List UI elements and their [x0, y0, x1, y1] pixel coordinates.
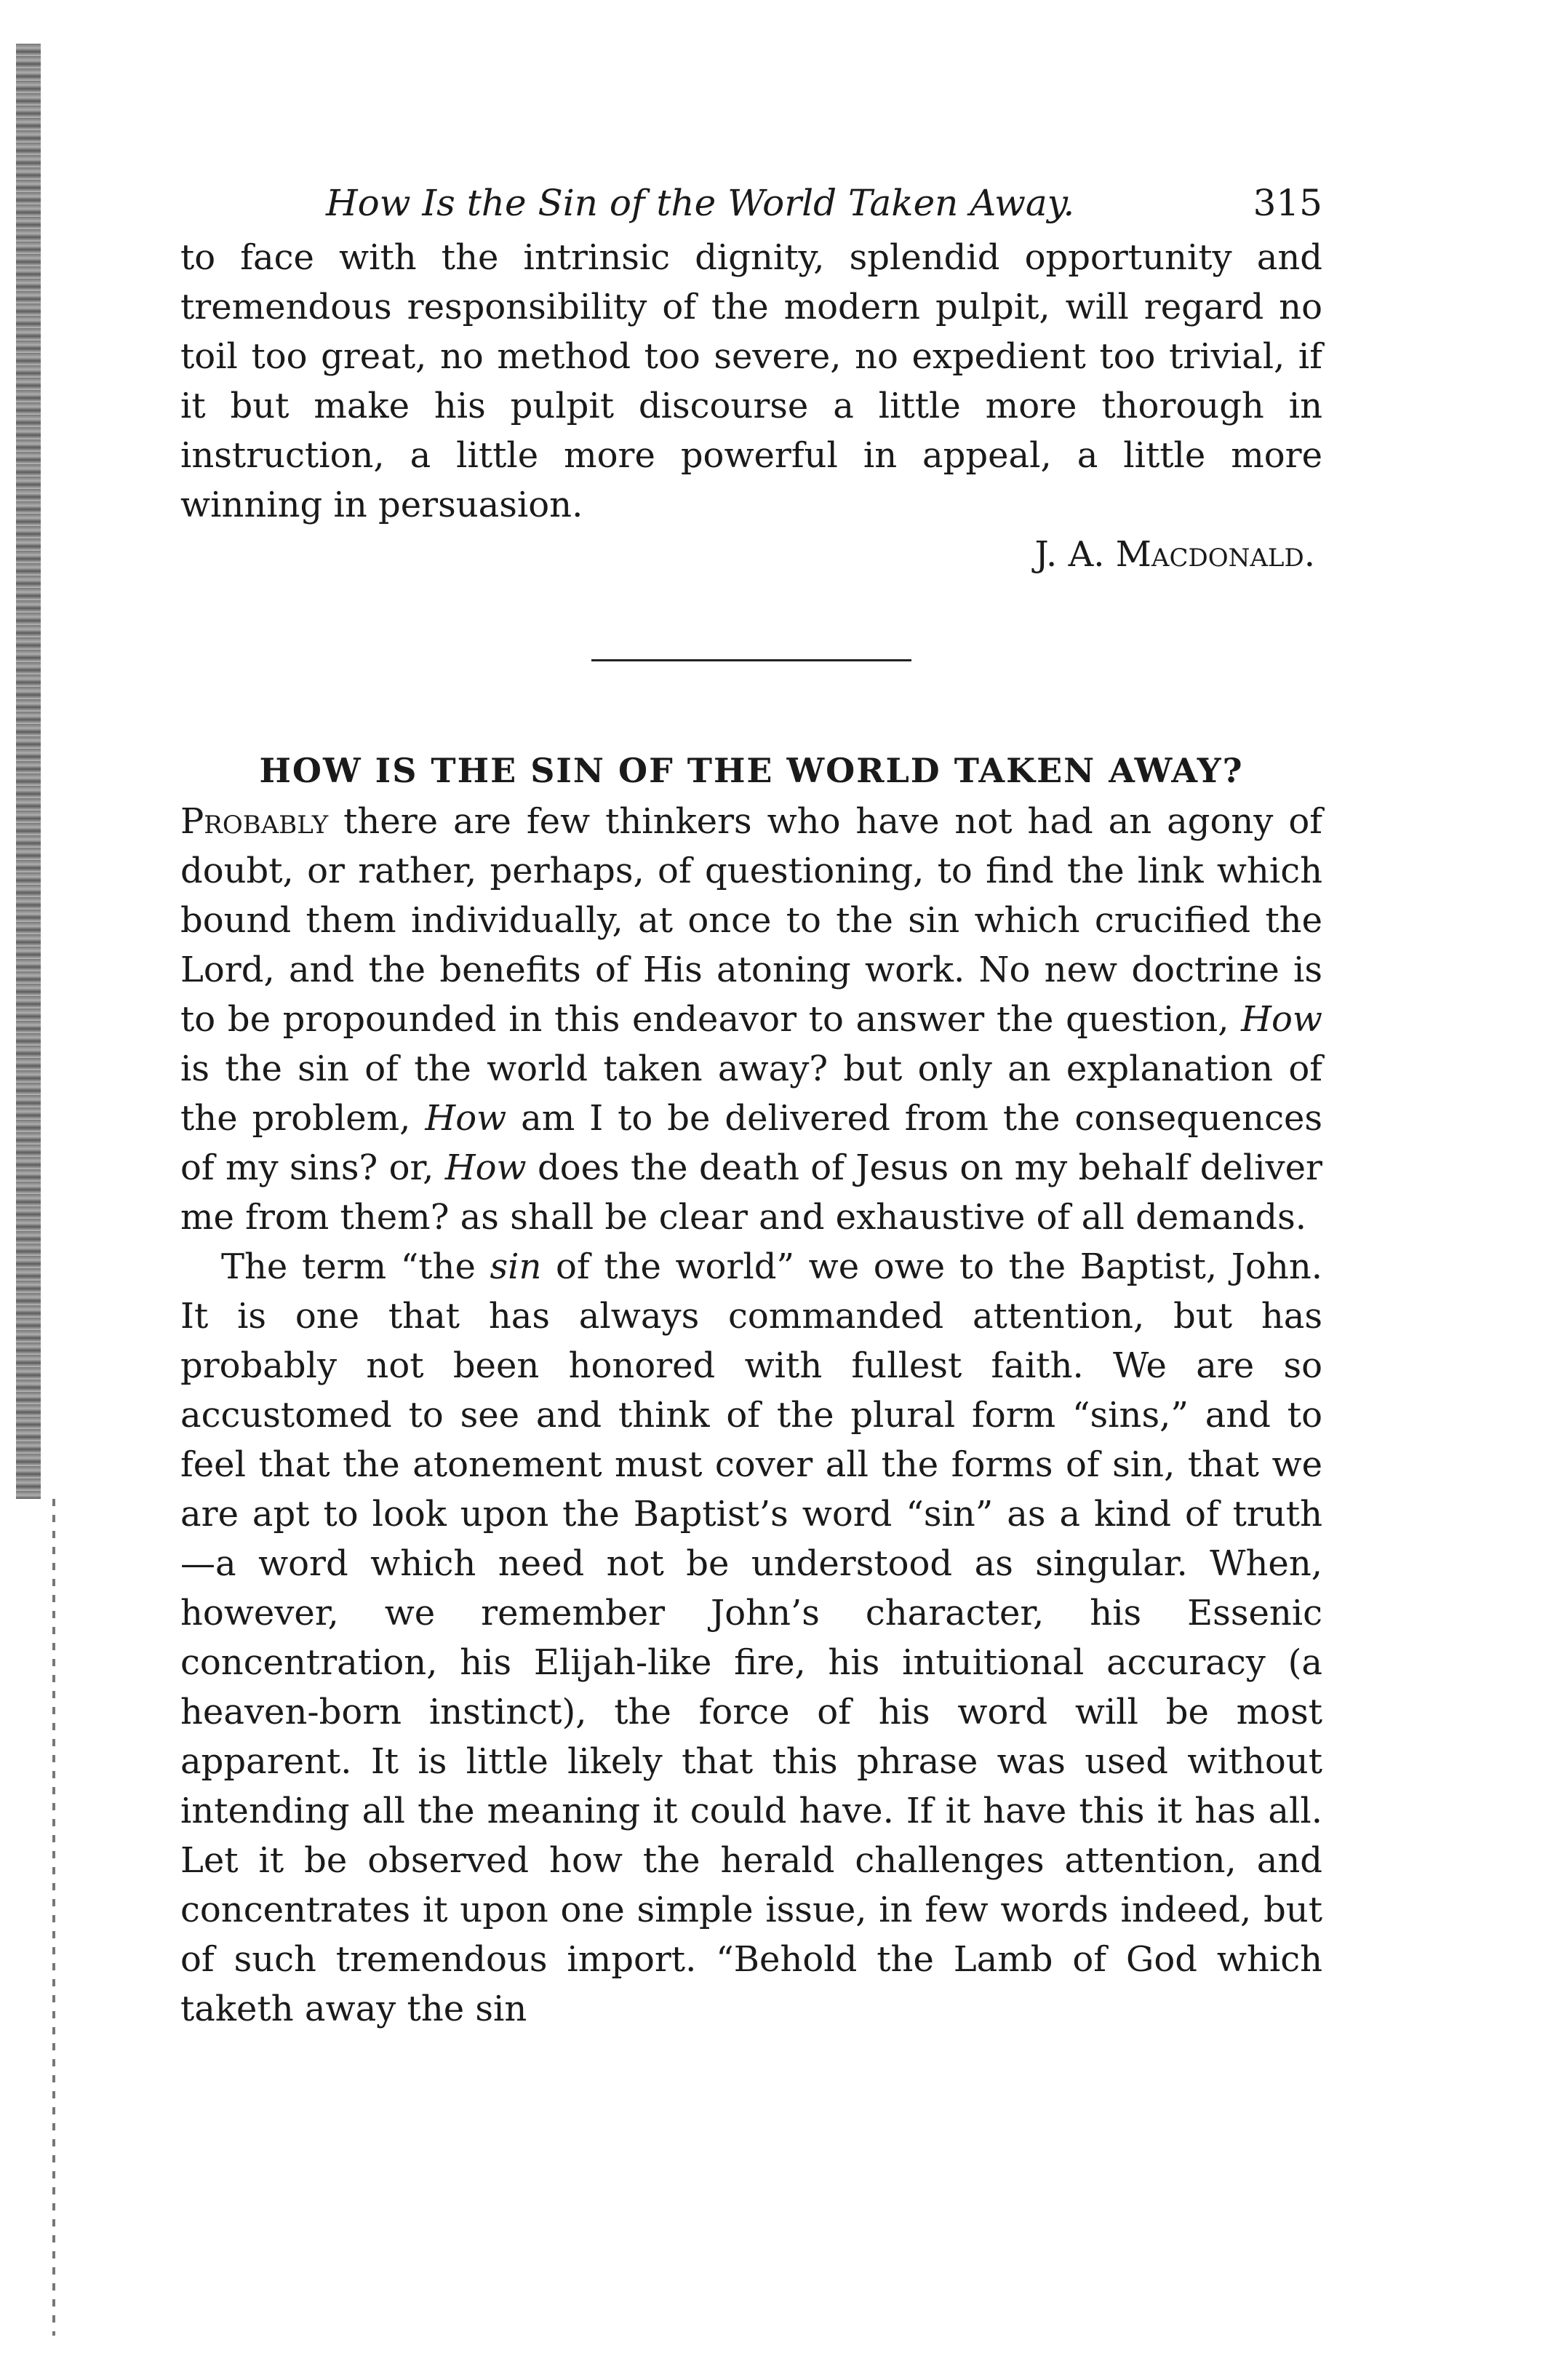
section-divider — [591, 659, 911, 661]
emphasis-sin: sin — [490, 1246, 542, 1287]
previous-article-ending: to face with the intrinsic dignity, splendid opportunity and tremendous responsibility of the modern pulpit, will regard no toil too great, no method too severe, no expedient too trivial, if it but make his pulpit discourse a little more thorough in instruction, a little more powerful in appeal, a little more winning in persuasion. — [180, 237, 1322, 525]
paragraph-1-text-c: am I to be delivered from the consequences of my sins? or, — [180, 1098, 1323, 1188]
binding-stitch — [52, 1499, 55, 2336]
emphasis-how-2: How — [425, 1098, 507, 1139]
page-number: 315 — [1253, 182, 1322, 224]
paragraph-2-text-b: of the world” we owe to the Baptist, John. It is one that has always commanded attention, but has probably not been honored with fullest faith. We are so accustomed to see and think of the plural form “sins,” and to feel that the atonement must cover all the forms of sin, that we are apt to look upon the Baptist’s word “sin” as a kind of truth—a word which need not be understood as singular. When, however, we remember John’s character, his Essenic concentration, his Elijah-like fire, his intuitional accuracy (a heaven-born instinct), the force of his word will be most apparent. It is little likely that this phrase was used without intending all the meaning it could have. If it have this it has all. Let it be observed how the herald challenges attention, and concentrates it upon one simple issue, in few words indeed, but of such tremendous import. “Behold the Lamb of God which taketh away the sin — [180, 1246, 1322, 2029]
emphasis-how-3: How — [444, 1147, 527, 1188]
paragraph-1-text-d: does the death of Jesus on my behalf deliver me from them? as shall be clear and exhaustive of all demands. — [180, 1147, 1322, 1238]
author-signature: J. A. Macdonald. — [1034, 534, 1315, 575]
paragraph-1-text-b: is the sin of the world taken away? but only an explanation of the problem, — [180, 1048, 1322, 1139]
running-head-title: How Is the Sin of the World Taken Away. — [326, 182, 1075, 224]
paragraph-1 — [180, 797, 1322, 1242]
paragraph-1-text-a: there are few thinkers who have not had an agony of doubt, or rather, perhaps, of questioning, to find the link which bound them individually, at once to the sin which crucified the Lord, and the benefits of His atoning work. No new doctrine is to be propounded in this endeavor to answer the question, — [180, 801, 1322, 1040]
binding-edge — [16, 44, 41, 1499]
paragraph-2-text-a: The term “the — [221, 1246, 490, 1287]
emphasis-how-1: How — [1241, 999, 1322, 1040]
paragraph-2 — [180, 1242, 1322, 2034]
article-heading: HOW IS THE SIN OF THE WORLD TAKEN AWAY? — [259, 751, 1244, 790]
book-page — [180, 182, 1322, 2034]
lead-word: Probably — [180, 801, 329, 842]
running-head — [180, 182, 1322, 233]
